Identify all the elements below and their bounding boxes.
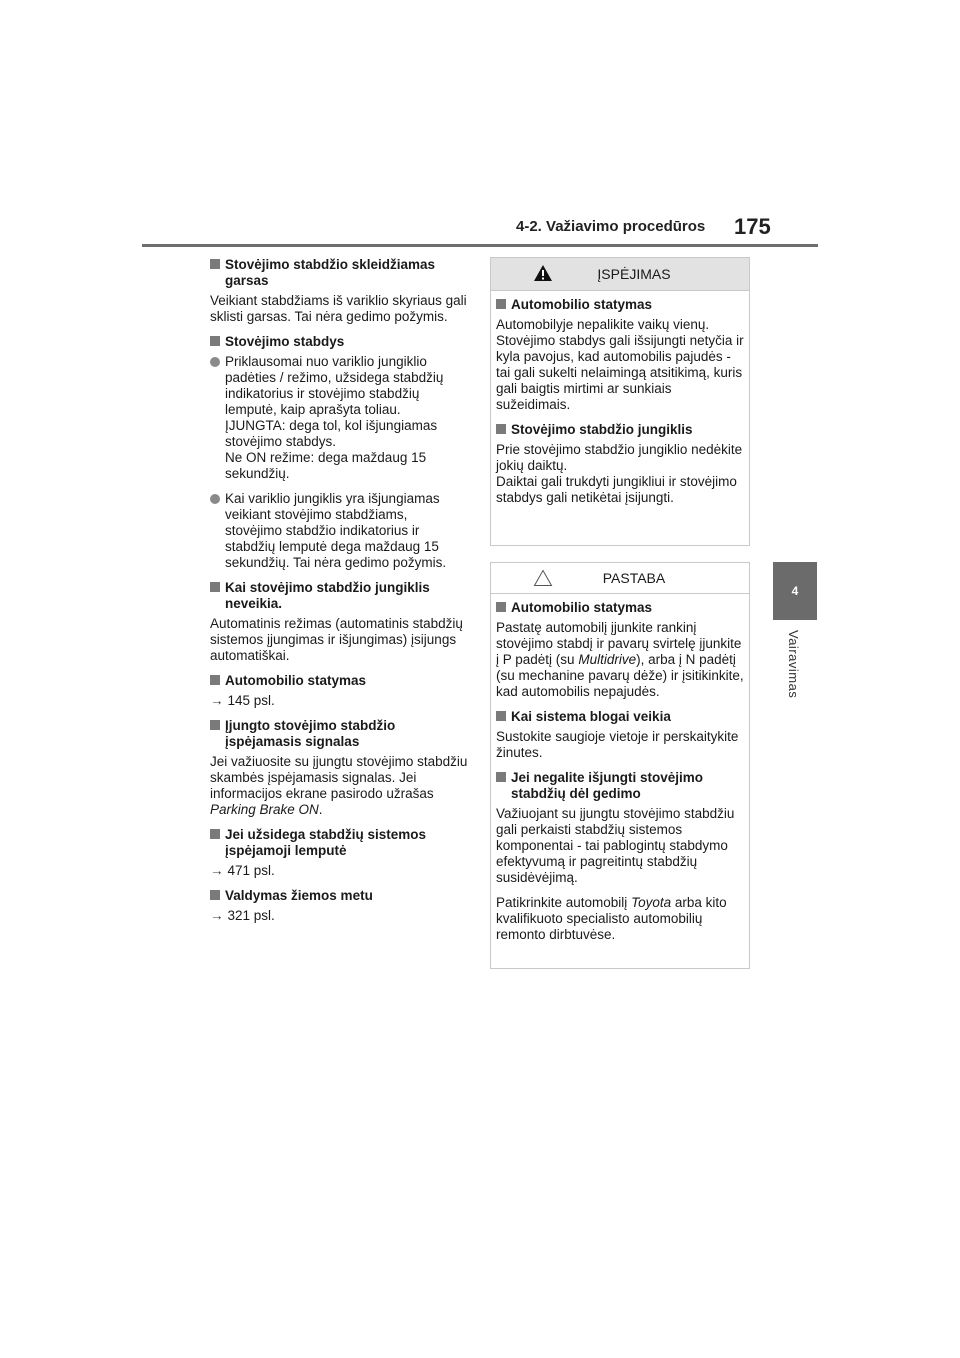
square-bullet-icon	[210, 829, 220, 839]
circle-bullet-icon	[210, 494, 220, 504]
chapter-number: 4	[791, 584, 799, 598]
square-bullet-icon	[210, 890, 220, 900]
left-column	[210, 257, 468, 933]
section-heading: Įjungto stovėjimo stabdžio įspėjamasis signalas	[210, 718, 468, 750]
warning-title: ĮSPĖJIMAS	[597, 266, 671, 282]
section-heading: Kai stovėjimo stabdžio jungiklis neveikia.	[210, 580, 468, 612]
section-heading: Automobilio statymas	[496, 600, 744, 616]
page-reference-link[interactable]: → 145 psl.	[210, 693, 275, 708]
chapter-label: Vairavimas	[786, 630, 801, 699]
section-heading: Kai sistema blogai veikia	[496, 709, 744, 725]
section-title: 4-2. Važiavimo procedūros	[516, 218, 706, 235]
square-bullet-icon	[496, 299, 506, 309]
paragraph: Automobilyje nepalikite vaikų vienų. Stovėjimo stabdys gali išsijungti netyčia ir kyla pavojus, kad automobilis pajudės - tai gali sukelti nelaimingą atsitikimą, kuris gali baigtis mirtimi ar sunkiais sužeidimais.	[496, 317, 744, 412]
warning-triangle-icon	[533, 264, 553, 282]
arrow-right-icon: →	[210, 693, 224, 708]
square-bullet-icon	[496, 602, 506, 612]
paragraph: Automatinis režimas (automatinis stabdžių sistemos įjungimas ir išjungimas) įsijungs automatiškai.	[210, 616, 463, 663]
paragraph: Sustokite saugioje vietoje ir perskaitykite žinutes.	[496, 729, 739, 760]
section-heading: Automobilio statymas	[210, 673, 468, 689]
header-divider	[142, 244, 818, 247]
paragraph: Pastatę automobilį įjunkite rankinį stovėjimo stabdį ir pavarų svirtelę įjunkite į P padėtį (su Multidrive), arba į N padėtį (su mechanine pavarų dėže) ir įsitikinkite, kad automobilis nepajudės.	[496, 620, 744, 699]
section-heading: Stovėjimo stabdys	[210, 334, 468, 350]
arrow-right-icon: →	[210, 863, 224, 878]
paragraph: Važiuojant su įjungtu stovėjimo stabdžiu gali perkaisti stabdžių sistemos komponentai - tai pablogintų stabdymo efektyvumą ir pagreitintų stabdžių susidėvėjimą.	[496, 806, 735, 885]
caution-triangle-icon	[533, 569, 553, 587]
page-number: 175	[734, 214, 771, 239]
page-reference-link[interactable]: → 471 psl.	[210, 863, 275, 878]
section-heading: Stovėjimo stabdžio jungiklis	[496, 422, 744, 438]
section-heading: Jei negalite išjungti stovėjimo stabdžių dėl gedimo	[496, 770, 744, 802]
page-reference-link[interactable]: → 321 psl.	[210, 908, 275, 923]
square-bullet-icon	[210, 259, 220, 269]
note-title: PASTABA	[602, 570, 666, 586]
circle-bullet-icon	[210, 357, 220, 367]
paragraph: Patikrinkite automobilį Toyota arba kito kvalifikuoto specialisto automobilių remonto dirbtuvėse.	[496, 895, 727, 942]
paragraph: Prie stovėjimo stabdžio jungiklio nedėkite jokių daiktų. Daiktai gali trukdyti jungikliui ir stovėjimo stabdys gali netikėtai įsijungti.	[496, 442, 743, 505]
square-bullet-icon	[210, 720, 220, 730]
section-heading: Stovėjimo stabdžio skleidžiamas garsas	[210, 257, 468, 289]
chapter-tab[interactable]	[773, 562, 817, 620]
section-heading: Valdymas žiemos metu	[210, 888, 468, 904]
warning-header	[491, 258, 749, 291]
arrow-right-icon: →	[210, 908, 224, 923]
section-heading: Automobilio statymas	[496, 297, 744, 313]
list-item: Priklausomai nuo variklio jungiklio padėties / režimo, užsidega stabdžių indikatorius ir stovėjimo stabdžių lemputė, kaip aprašyta toliau. ĮJUNGTA: dega tol, kol išjungiamas stovėjimo stabdys. Ne ON režime: dega maždaug 15 sekundžių.	[210, 354, 468, 482]
square-bullet-icon	[496, 772, 506, 782]
warning-box	[490, 257, 750, 546]
square-bullet-icon	[496, 711, 506, 721]
square-bullet-icon	[210, 582, 220, 592]
note-header	[491, 563, 749, 594]
square-bullet-icon	[496, 424, 506, 434]
note-box	[490, 562, 750, 969]
square-bullet-icon	[210, 336, 220, 346]
paragraph: Jei važiuosite su įjungtu stovėjimo stabdžiu skambės įspėjamasis signalas. Jei informacijos ekrane pasirodo užrašas Parking Brake ON.	[210, 754, 468, 817]
paragraph: Veikiant stabdžiams iš variklio skyriaus gali sklisti garsas. Tai nėra gedimo požymis.	[210, 293, 467, 324]
section-heading: Jei užsidega stabdžių sistemos įspėjamoji lemputė	[210, 827, 468, 859]
list-item: Kai variklio jungiklis yra išjungiamas veikiant stovėjimo stabdžiams, stovėjimo stabdžio indikatorius ir stabdžių lemputė dega maždaug 15 sekundžių. Tai nėra gedimo požymis.	[210, 491, 468, 571]
square-bullet-icon	[210, 675, 220, 685]
